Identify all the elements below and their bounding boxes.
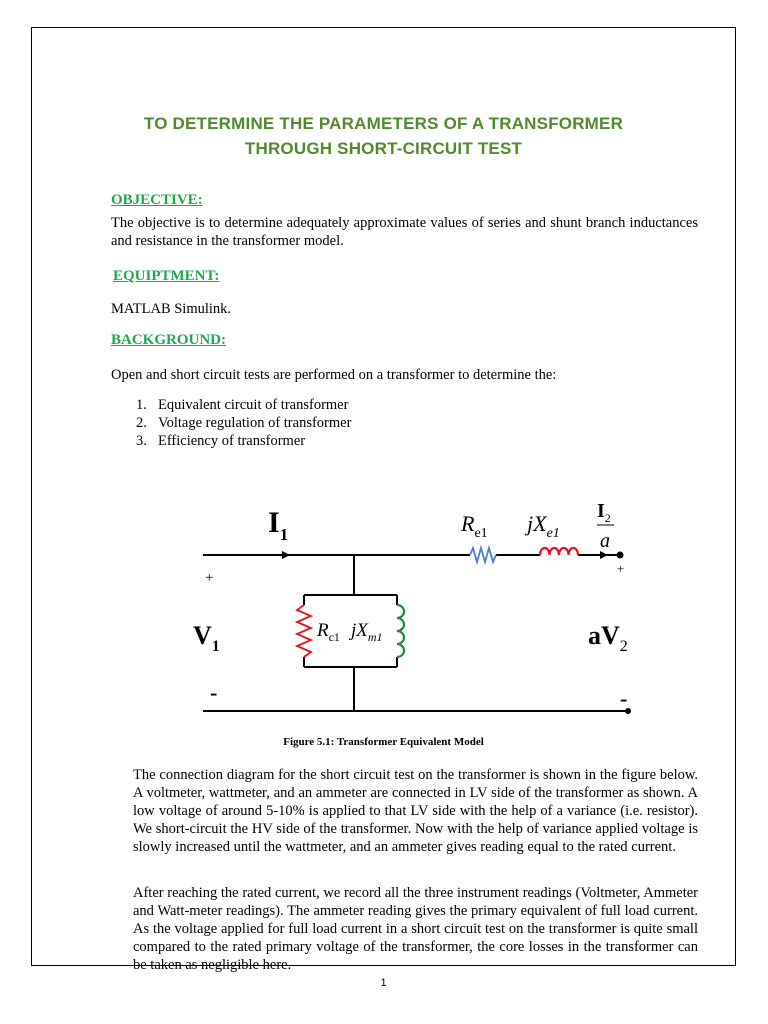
label-i2: $I_2$: [597, 500, 611, 525]
label-i2-denominator: a: [600, 530, 610, 552]
body-paragraph-1: The connection diagram for the short circuit test on the transformer is shown in the figure below. A voltmeter, wattmeter, and an ammeter are connected in LV side of the transformer as shown. A low voltage of around 5-10% is applied to that LV side with the help of a variance (i.e. resistor). We short-circuit the HV side of the transformer. Now with the help of variance applied voltage is slowly increased until the wattmeter, and an ammeter gives reading equal to the rated current.: [133, 767, 698, 855]
list-item: 3. Efficiency of transformer: [136, 433, 306, 449]
label-re1: $R_{e1}$: [461, 511, 488, 541]
objective-heading: OBJECTIVE:: [111, 192, 203, 208]
shunt-inductor-icon: [397, 605, 404, 657]
page-number: 1: [380, 977, 387, 989]
label-rc1: $R_{c1}$: [317, 620, 340, 644]
label-i1: $I_1$: [268, 506, 289, 544]
label-v1: $V_1$: [193, 621, 220, 655]
list-item: 1. Equivalent circuit of transformer: [136, 397, 349, 413]
series-inductor-icon: [540, 548, 578, 555]
title-line-1: TO DETERMINE THE PARAMETERS OF A TRANSFORMER: [143, 114, 624, 133]
series-resistor-icon: [470, 548, 496, 562]
arrow-i1-icon: [282, 551, 290, 559]
label-av2: $aV_2$: [588, 621, 628, 655]
arrow-i2-icon: [600, 551, 608, 559]
label-jxm1: $jX_{m1}$: [351, 620, 383, 644]
minus-left: -: [210, 680, 218, 705]
figure-caption: Figure 5.1: Transformer Equivalent Model: [283, 736, 484, 748]
label-jxe1: $jX_{e1}$: [527, 511, 560, 541]
body-paragraph-2: After reaching the rated current, we record all the three instrument readings (Voltmeter, Ammeter and Watt-meter readings). The ammeter reading gives the primary equivalent of full load current. As the voltage applied for full load current in a short circuit test on the transformer is quite small compared to the rated primary voltage of the transformer, the core losses in the transformer can be taken as negligible here.: [133, 885, 698, 973]
plus-left: +: [205, 570, 214, 586]
title-line-2: THROUGH SHORT-CIRCUIT TEST: [244, 139, 523, 158]
equipment-heading: EQUIPTMENT:: [113, 268, 220, 284]
objective-text: The objective is to determine adequately approximate values of series and shunt branch inductances and resistance in the transformer model.: [111, 215, 698, 249]
background-intro: Open and short circuit tests are performed on a transformer to determine the:: [111, 367, 557, 383]
background-heading: BACKGROUND:: [111, 332, 226, 348]
equipment-text: MATLAB Simulink.: [111, 301, 232, 317]
shunt-resistor-icon: [297, 605, 311, 657]
plus-right: +: [617, 561, 625, 576]
list-item: 2. Voltage regulation of transformer: [136, 415, 352, 431]
terminal-top-right: [617, 552, 624, 559]
minus-right: -: [620, 686, 628, 711]
